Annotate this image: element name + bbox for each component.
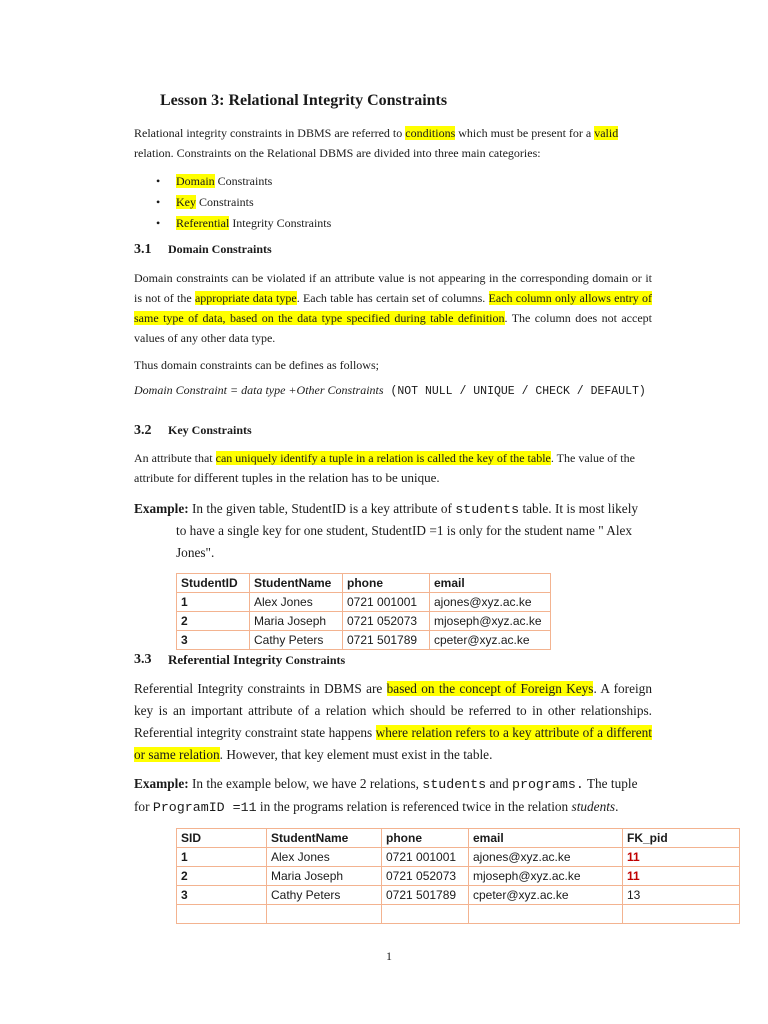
table-row: 3 Cathy Peters 0721 501789 cpeter@xyz.ac.ke (177, 631, 551, 650)
key-example-line2: to have a single key for one student, StudentID =1 is only for the student name " Alex Jones". (176, 523, 633, 560)
section-number-3-1: 3.1 (134, 242, 152, 257)
list-item: • Key Constraints (134, 192, 331, 213)
list-item: • Referential Integrity Constraints (134, 213, 331, 234)
lesson-title: Lesson 3: Relational Integrity Constraints (160, 92, 448, 109)
column-header: phone (343, 574, 430, 593)
column-header: email (469, 829, 623, 848)
referential-paragraph: Referential Integrity constraints in DBMS are based on the concept of Foreign Keys. A foreign key is an important attribute of a relation which should be referred to in other relationships. Referential integrity constraint state happens where relation refers to a key attribute of a different or same relation. However, that key element must exist in the table. (134, 681, 652, 762)
referential-example: Example: In the example below, we have 2 relations, students and programs. The tuple for ProgramID =11 in the programs relation is referenced twice in the relation students. (134, 776, 638, 815)
page-number: 1 (386, 949, 392, 963)
column-header: FK_pid (623, 829, 740, 848)
section-title-domain: Domain Constraints (168, 242, 272, 256)
column-header: StudentID (177, 574, 250, 593)
table-row: 2 Maria Joseph 0721 052073 mjoseph@xyz.ac.ke 11 (177, 867, 740, 886)
column-header: email (430, 574, 551, 593)
intro-text: which must be present for a (455, 126, 595, 140)
table-row: 2 Maria Joseph 0721 052073 mjoseph@xyz.ac.ke (177, 612, 551, 631)
column-header: phone (382, 829, 469, 848)
constraint-categories-list (134, 171, 331, 234)
section-title-key: Key Constraints (168, 423, 252, 437)
table-header-row (177, 829, 740, 848)
section-number-3-2: 3.2 (134, 423, 152, 438)
intro-paragraph (134, 123, 652, 163)
table-row: 3 Cathy Peters 0721 501789 cpeter@xyz.ac.ke 13 (177, 886, 740, 905)
key-paragraph: An attribute that can uniquely identify a tuple in a relation is called the key of the table. The value of the attribute for different tuples in the relation has to be unique. (134, 451, 635, 485)
column-header: StudentName (250, 574, 343, 593)
table-row: 1 Alex Jones 0721 001001 ajones@xyz.ac.ke 11 (177, 848, 740, 867)
students-programs-table (176, 828, 740, 924)
table-row: 1 Alex Jones 0721 001001 ajones@xyz.ac.ke (177, 593, 551, 612)
section-number-3-3: 3.3 (134, 652, 152, 667)
key-example-line1: Example: In the given table, StudentID is a key attribute of students table. It is most likely (134, 501, 639, 517)
domain-definition-intro: Thus domain constraints can be defines as follows; (134, 358, 379, 372)
intro-text: relation. Constraints on the Relational DBMS are divided into three main categories: (134, 146, 541, 160)
highlight-valid: valid (594, 126, 619, 140)
column-header: SID (177, 829, 267, 848)
students-table (176, 573, 551, 650)
domain-paragraph: Domain constraints can be violated if an attribute value is not appearing in the corresponding domain or it is not of the appropriate data type. Each table has certain set of columns. Each column only allows entry of same type of data, based on the data type specified during table definition. The column does not accept values of any other data type. (134, 271, 653, 345)
intro-text: Relational integrity constraints in DBMS are referred to (134, 126, 406, 140)
column-header: StudentName (267, 829, 382, 848)
highlight-conditions: conditions (405, 126, 456, 140)
list-item: • Domain Constraints (134, 171, 331, 192)
section-title-referential: Referential Integrity Constraints (168, 652, 346, 667)
table-row (177, 905, 740, 924)
domain-formula: Domain Constraint = data type +Other Constraints (NOT NULL / UNIQUE / CHECK / DEFAULT) (134, 383, 646, 398)
table-header-row (177, 574, 551, 593)
